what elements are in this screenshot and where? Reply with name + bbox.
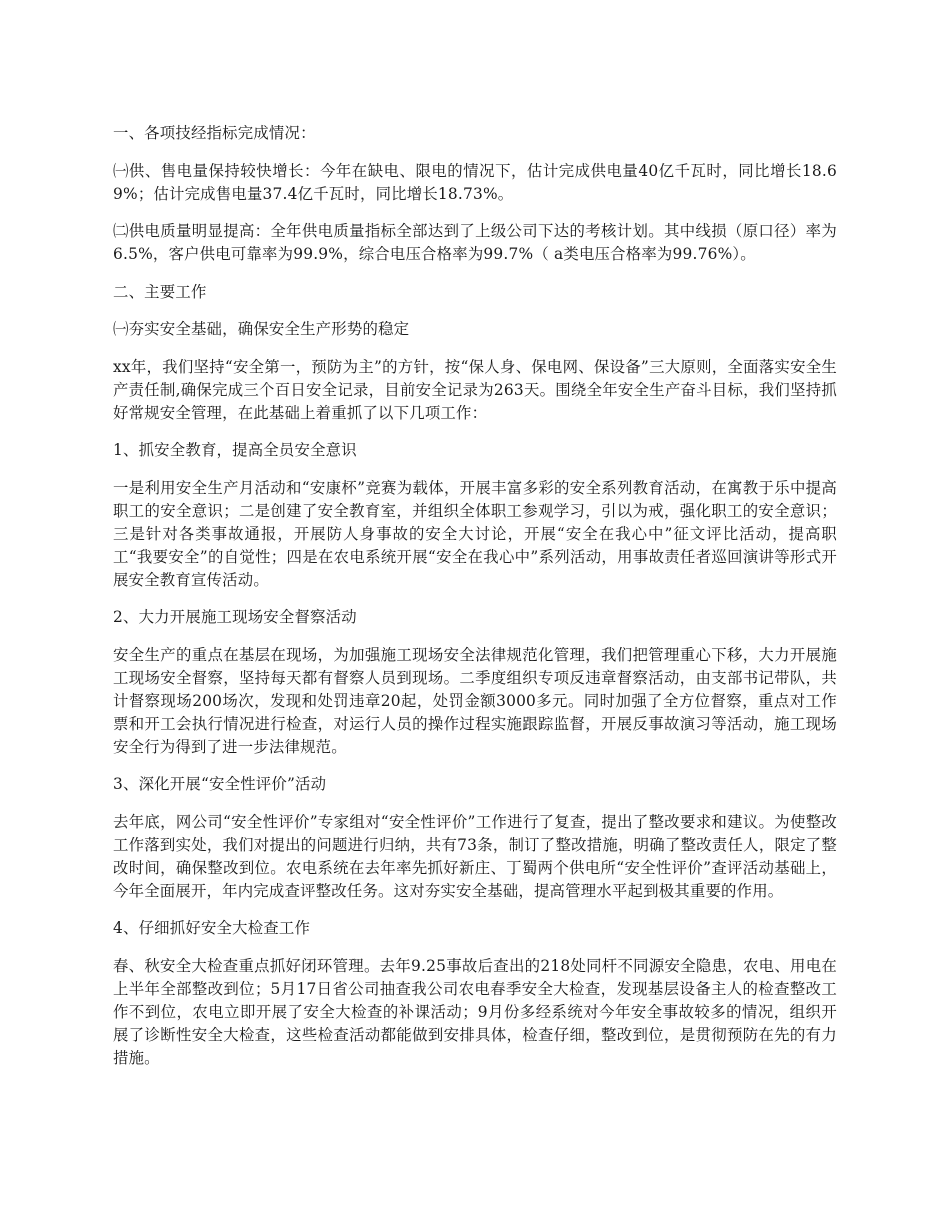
section-heading-indicators: 一、各项技经指标完成情况：: [113, 124, 316, 142]
item-heading-site-inspection: 2、大力开展施工现场安全督察活动: [113, 608, 357, 626]
paragraph-sales-growth: ㈠供、售电量保持较快增长：今年在缺电、限电的情况下，估计完成供电量40亿千瓦时，同比增长18.69%；估计完成售电量37.4亿千瓦时，同比增长18.73%。: [113, 161, 837, 203]
section-heading-main-work: 二、主要工作: [113, 282, 207, 301]
paragraph-site-inspection: 安全生产的重点在基层在现场，为加强施工现场安全法律规范化管理，我们把管理重心下移，大力开展施工现场安全督察，坚持每天都有督察人员到现场。二季度组织专项反违章督察活动，由支部书记带队，共计督察现场200场次，发现和处罚违章20起，处罚金额3000多元。同时加强了全方位督察，重点对工作票和开工会执行情况进行检查，对运行人员的操作过程实施跟踪监督，开展反事故演习等活动，施工现场安全行为得到了进一步法律规范。: [113, 645, 837, 756]
paragraph-safety-evaluation: 去年底，网公司“安全性评价”专家组对“安全性评价”工作进行了复查，提出了整改要求和建议。为使整改工作落到实处，我们对提出的问题进行归纳，共有73条，制订了整改措施，明确了整改责任人，限定了整改时间，确保整改到位。农电系统在去年率先抓好新庄、丁蜀两个供电所“安全性评价”查评活动基础上，今年全面展开，年内完成查评整改任务。这对夯实安全基础，提高管理水平起到极其重要的作用。: [113, 812, 837, 900]
paragraph-safety-check: 春、秋安全大检查重点抓好闭环管理。去年9.25事故后查出的218处同杆不同源安全隐患，农电、用电在上半年全部整改到位；5月17日省公司抽查我公司农电春季安全大检查，发现基层设备主人的检查整改工作不到位，农电立即开展了安全大检查的补课活动；9月份多经系统对今年安全事故较多的情况，组织开展了诊断性安全大检查，这些检查活动都能做到安排具体，检查仔细，整改到位，是贯彻预防在先的有力措施。: [113, 956, 837, 1067]
paragraph-supply-quality: ㈡供电质量明显提高：全年供电质量指标全部达到了上级公司下达的考核计划。其中线损（原口径）率为6.5%，客户供电可靠率为99.9%，综合电压合格率为99.7%（ a类电压合格率为99.76%）。: [113, 222, 837, 263]
item-heading-safety-education: 1、抓安全教育，提高全员安全意识: [113, 441, 357, 459]
document-page: [113, 122, 837, 1084]
paragraph-safety-policy: xx年，我们坚持“安全第一，预防为主”的方针，按“保人身、保电网、保设备”三大原则，全面落实安全生产责任制,确保完成三个百日安全记录，目前安全记录为263天。围绕全年安全生产奋斗目标，我们坚持抓好常规安全管理，在此基础上着重抓了以下几项工作：: [113, 357, 837, 422]
paragraph-safety-education: 一是利用安全生产月活动和“安康杯”竞赛为载体，开展丰富多彩的安全系列教育活动，在寓教于乐中提高职工的安全意识；二是创建了安全教育室，并组织全体职工参观学习，引以为戒，强化职工的安全意识；三是针对各类事故通报，开展防人身事故的安全大讨论，开展“安全在我心中”征文评比活动，提高职工“我要安全”的自觉性；四是在农电系统开展“安全在我心中”系列活动，用事故责任者巡回演讲等形式开展安全教育宣传活动。: [113, 478, 837, 589]
subsection-heading-safety-foundation: ㈠夯实安全基础，确保安全生产形势的稳定: [113, 320, 410, 338]
item-heading-safety-evaluation: 3、深化开展“安全性评价”活动: [113, 775, 327, 793]
item-heading-safety-check: 4、仔细抓好安全大检查工作: [113, 919, 311, 937]
